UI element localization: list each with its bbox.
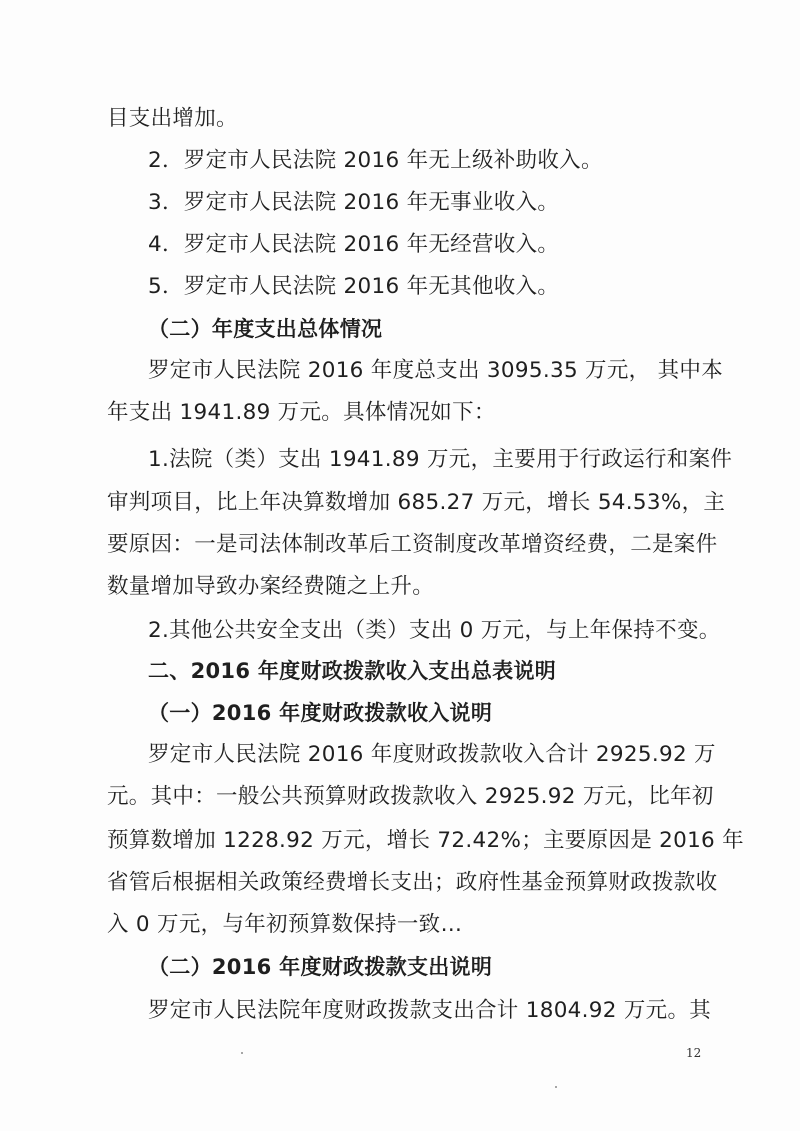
text-line: 3．罗定市人民法院 2016 年无事业收入。 (148, 190, 560, 215)
text-line: 1.法院（类）支出 1941.89 万元，主要用于行政运行和案件 (148, 447, 733, 472)
text-line: 省管后根据相关政策经费增长支出；政府性基金预算财政拨款收 (107, 870, 718, 895)
text-line: 审判项目，比上年决算数增加 685.27 万元，增长 54.53%，主 (107, 490, 726, 515)
section-heading: （一）2016 年度财政拨款收入说明 (148, 701, 493, 725)
text-line: 元。其中：一般公共预算财政拨款收入 2925.92 万元，比年初 (107, 784, 714, 809)
section-heading: （二）2016 年度财政拨款支出说明 (148, 955, 493, 979)
text-line: 5．罗定市人民法院 2016 年无其他收入。 (148, 274, 560, 299)
text-line: 2.其他公共安全支出（类）支出 0 万元，与上年保持不变。 (148, 618, 721, 643)
scan-speck (241, 1052, 243, 1054)
text-line: 年支出 1941.89 万元。具体情况如下： (107, 400, 496, 425)
text-line: 数量增加导致办案经费随之上升。 (107, 574, 435, 599)
text-line: 目支出增加。 (107, 106, 238, 131)
text-line: 入 0 万元，与年初预算数保持一致… (107, 912, 463, 937)
scan-speck (555, 1086, 557, 1088)
text-line: 4．罗定市人民法院 2016 年无经营收入。 (148, 232, 560, 257)
text-line: 罗定市人民法院 2016 年度总支出 3095.35 万元， 其中本 (148, 358, 723, 383)
text-line: 罗定市人民法院年度财政拨款支出合计 1804.92 万元。其 (148, 998, 712, 1023)
text-line: 要原因：一是司法体制改革后工资制度改革增资经费，二是案件 (107, 532, 718, 557)
section-heading: （二）年度支出总体情况 (148, 317, 383, 341)
text-line: 2．罗定市人民法院 2016 年无上级补助收入。 (148, 148, 603, 173)
page-number: 12 (686, 1046, 702, 1060)
section-heading: 二、2016 年度财政拨款收入支出总表说明 (148, 659, 557, 683)
text-line: 罗定市人民法院 2016 年度财政拨款收入合计 2925.92 万 (148, 742, 716, 767)
text-line: 预算数增加 1228.92 万元，增长 72.42%；主要原因是 2016 年 (107, 828, 744, 853)
